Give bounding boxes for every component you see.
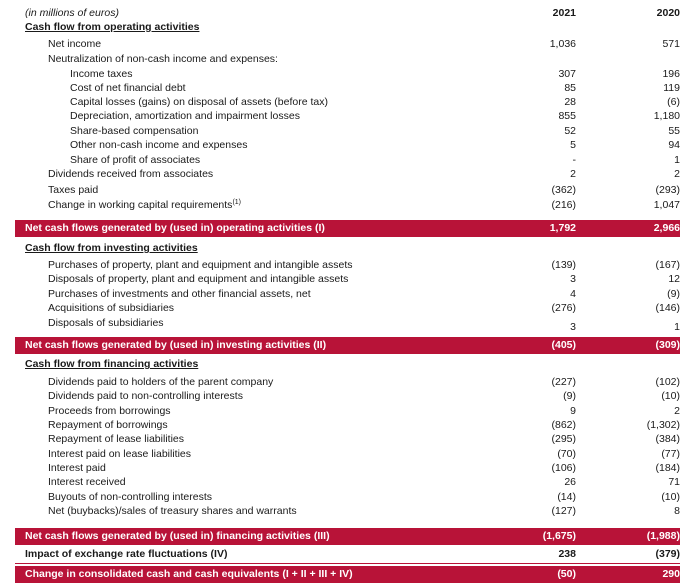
table-row: Share-based compensation 52 55	[70, 125, 680, 137]
table-row: Dividends received from associates 2 2	[48, 168, 680, 180]
total-row-financing: Net cash flows generated by (used in) financing activities (III) (1,675) (1,988)	[15, 528, 680, 545]
table-row: Interest received 26 71	[48, 476, 680, 488]
section-title-operating: Cash flow from operating activities	[25, 21, 200, 33]
table-row: Purchases of investments and other financial assets, net 4 (9)	[48, 288, 680, 300]
table-row: Buyouts of non-controlling interests (14) (10)	[48, 491, 680, 503]
table-row: Depreciation, amortization and impairment losses 855 1,180	[70, 110, 680, 122]
table-header	[15, 6, 680, 20]
total-row-operating: Net cash flows generated by (used in) operating activities (I) 1,792 2,966	[15, 220, 680, 237]
table-row: Proceeds from borrowings 9 2	[48, 405, 680, 417]
table-row: Income taxes 307 196	[70, 68, 680, 80]
year-2020-header: 2020	[656, 7, 680, 19]
table-row: Repayment of lease liabilities (295) (384)	[48, 433, 680, 445]
table-row: Disposals of subsidiaries 3 1	[48, 317, 680, 333]
table-row: Taxes paid (362) (293)	[48, 184, 680, 196]
table-row: Net income 1,036 571	[48, 38, 680, 50]
year-2021-header: 2021	[552, 7, 576, 19]
total-row-investing: Net cash flows generated by (used in) investing activities (II) (405) (309)	[15, 337, 680, 354]
table-row: Other non-cash income and expenses 5 94	[70, 139, 680, 151]
total-row-change-in-cash: Change in consolidated cash and cash equivalents (I + II + III + IV) (50) 290	[15, 566, 680, 583]
footnote-marker: (1)	[232, 199, 241, 206]
table-row: Neutralization of non-cash income and expenses:	[48, 53, 278, 65]
table-row: Disposals of property, plant and equipment and intangible assets 3 12	[48, 273, 680, 285]
table-row: Purchases of property, plant and equipment and intangible assets (139) (167)	[48, 259, 680, 271]
table-row: Repayment of borrowings (862) (1,302)	[48, 419, 680, 431]
section-title-financing: Cash flow from financing activities	[25, 358, 199, 370]
table-row: Acquisitions of subsidiaries (276) (146)	[48, 302, 680, 314]
table-row: Cost of net financial debt 85 119	[70, 82, 680, 94]
section-title-investing: Cash flow from investing activities	[25, 242, 198, 254]
units-note: (in millions of euros)	[25, 7, 119, 19]
table-row: Share of profit of associates - 1	[70, 154, 680, 166]
table-row: Capital losses (gains) on disposal of assets (before tax) 28 (6)	[70, 96, 680, 108]
table-row: Change in working capital requirements$^{(1)}$ (216) 1,047	[48, 199, 680, 211]
table-row: Dividends paid to non-controlling interests (9) (10)	[48, 390, 680, 402]
table-row: Net (buybacks)/sales of treasury shares and warrants (127) 8	[48, 505, 680, 517]
table-row: Dividends paid to holders of the parent company (227) (102)	[48, 376, 680, 388]
table-row: Interest paid on lease liabilities (70) (77)	[48, 448, 680, 460]
table-row: Interest paid (106) (184)	[48, 462, 680, 474]
fx-impact-row: Impact of exchange rate fluctuations (IV) 238 (379)	[15, 546, 680, 564]
